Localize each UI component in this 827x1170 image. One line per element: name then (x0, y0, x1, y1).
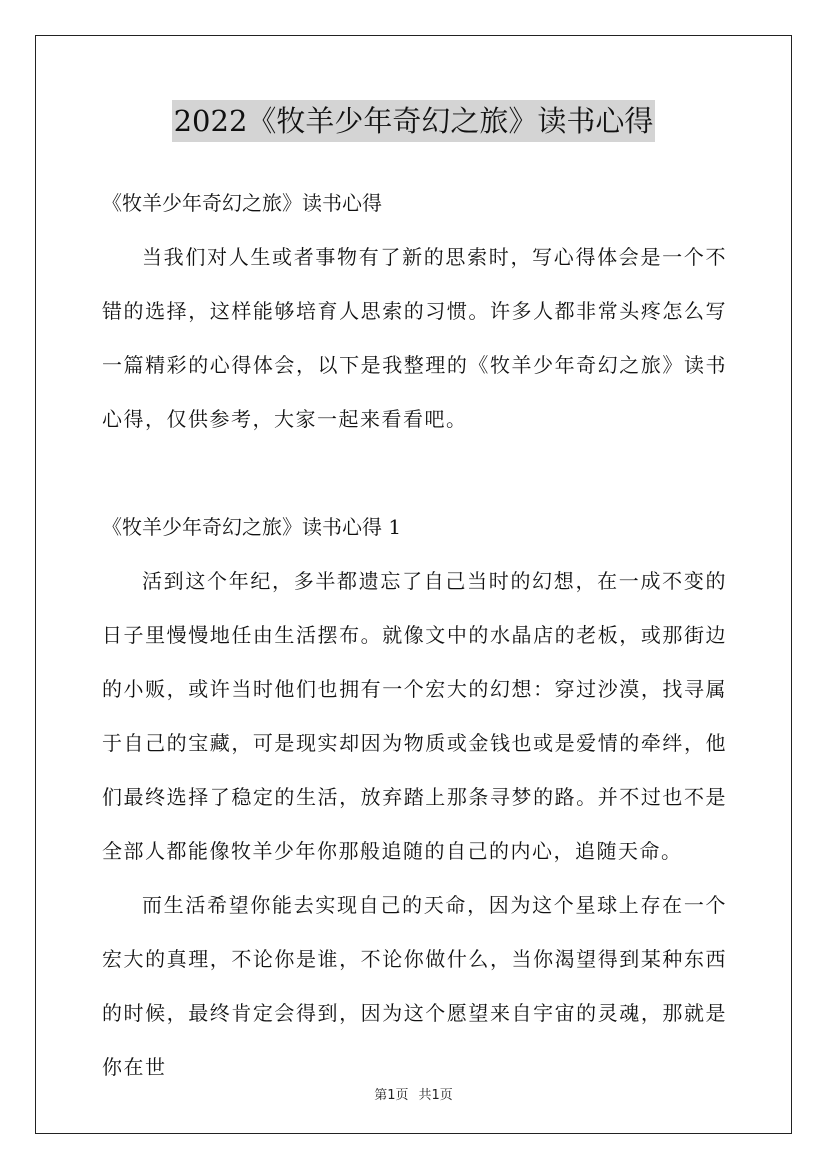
section1-heading: 《牧羊少年奇幻之旅》读书心得 1 (102, 515, 402, 539)
intro-heading: 《牧羊少年奇幻之旅》读书心得 (102, 191, 382, 215)
page-number: 第1页 (374, 1088, 409, 1103)
document-title: 2022《牧羊少年奇幻之旅》读书心得 (172, 100, 656, 142)
page-total: 共1页 (418, 1088, 453, 1103)
document-body (102, 176, 727, 1094)
section1-paragraph-2: 而生活希望你能去实现自己的天命，因为这个星球上存在一个宏大的真理，不论你是谁，不论你做什么，当你渴望得到某种东西的时候，最终肯定会得到，因为这个愿望来自宇宙的灵魂，那就是你在世 (102, 893, 727, 1079)
section-spacer (102, 446, 727, 500)
page-footer (0, 1084, 827, 1103)
section1-paragraph-1: 活到这个年纪，多半都遗忘了自己当时的幻想，在一成不变的日子里慢慢地任由生活摆布。就像文中的水晶店的老板，或那街边的小贩，或许当时他们也拥有一个宏大的幻想：穿过沙漠，找寻属于自己的宝藏，可是现实却因为物质或金钱也或是爱情的牵绊，他们最终选择了稳定的生活，放弃踏上那条寻梦的路。并不过也不是全部人都能像牧羊少年你那般追随的自己的内心，追随天命。 (102, 569, 727, 863)
title-container (0, 100, 827, 142)
intro-paragraph: 当我们对人生或者事物有了新的思索时，写心得体会是一个不错的选择，这样能够培育人思索的习惯。许多人都非常头疼怎么写一篇精彩的心得体会，以下是我整理的《牧羊少年奇幻之旅》读书心得，仅供参考，大家一起来看看吧。 (102, 245, 727, 431)
